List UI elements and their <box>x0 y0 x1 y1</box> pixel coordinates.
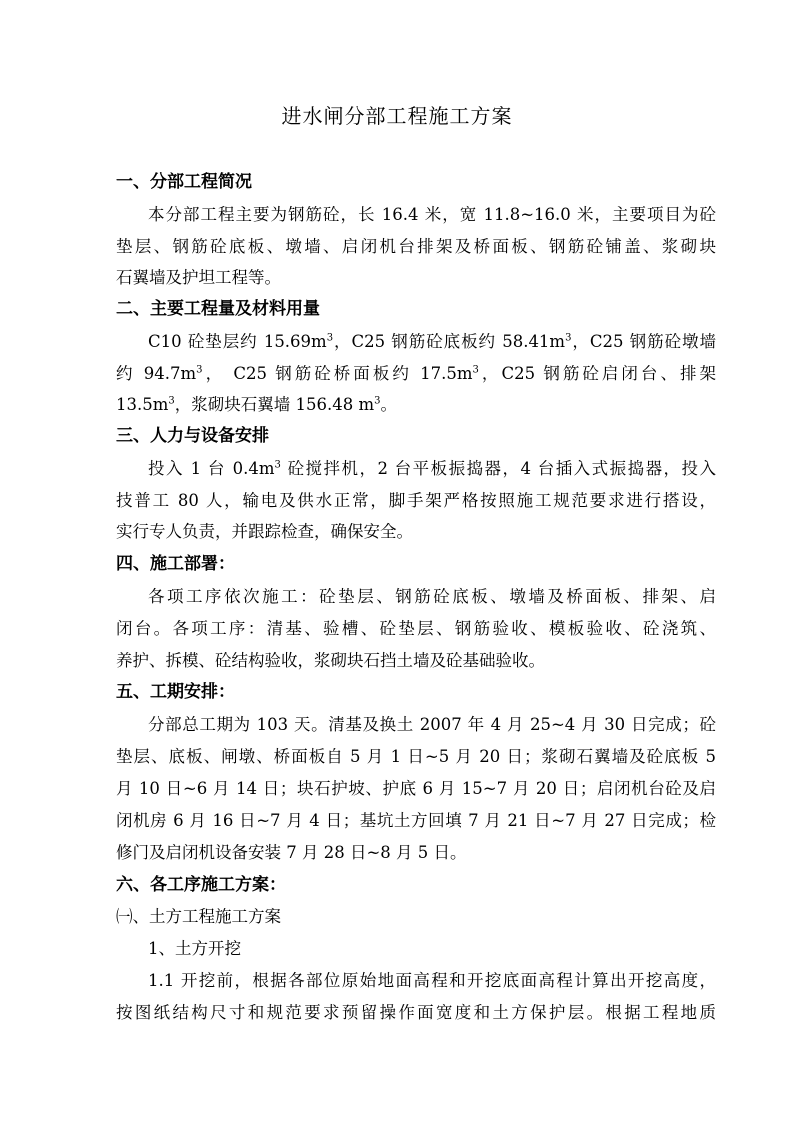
section-heading-schedule: 五、工期安排： <box>116 682 235 702</box>
paragraph-line: 投入 1 台 $0.4m^3$ 砼搅拌机，2 台平板振捣器，4 台插入式振捣器，投入 <box>148 459 717 478</box>
paragraph-line: 养护、拆模、砼结构验收，浆砌块石挡土墙及砼基础验收。 <box>116 651 545 670</box>
section-heading-manpower: 三、人力与设备安排 <box>116 426 269 446</box>
paragraph-line: 闭机房 6 月 16 日~7 月 4 日；基坑土方回填 7 月 21 日~7 月 27 日完成；检 <box>116 811 716 830</box>
paragraph-line: 约 $94.7m^3$， C25 钢筋砼桥面板约 $17.5m^3$，C25 钢筋砼启闭台、排架 <box>116 364 716 383</box>
paragraph-line: 垫层、底板、闸墩、桥面板自 5 月 1 日~5 月 20 日；浆砌石翼墙及砼底板 5 <box>116 747 716 766</box>
paragraph-line: 修门及启闭机设备安装 7 月 28 日~8 月 5 日。 <box>116 843 467 862</box>
section-heading-quantities: 二、主要工程量及材料用量 <box>116 299 320 319</box>
paragraph-line: 垫层、钢筋砼底板、墩墙、启闭机台排架及桥面板、钢筋砼铺盖、浆砌块 <box>116 237 716 256</box>
paragraph-line: C10 砼垫层约 $15.69m^3$，C25 钢筋砼底板约 $58.41m^3$，C25 钢筋砼墩墙 <box>148 332 716 351</box>
section-heading-procedures: 六、各工序施工方案： <box>116 875 286 895</box>
paragraph-line: 按图纸结构尺寸和规范要求预留操作面宽度和土方保护层。根据工程地质 <box>116 1003 716 1022</box>
section-heading-deployment: 四、施工部署： <box>116 554 235 574</box>
paragraph-line: 分部总工期为 103 天。清基及换土 2007 年 4 月 25~4 月 30 日完成；砼 <box>148 715 716 734</box>
subsection-heading-excavation: 1、土方开挖 <box>148 939 241 958</box>
paragraph-line: 实行专人负责，并跟踪检查，确保安全。 <box>116 522 413 541</box>
paragraph-line: 1.1 开挖前，根据各部位原始地面高程和开挖底面高程计算出开挖高度， <box>148 971 716 990</box>
paragraph-line: 月 10 日~6 月 14 日；块石护坡、护底 6 月 15~7 月 20 日；启闭机台砼及启 <box>116 779 716 798</box>
paragraph-line: 技普工 80 人，输电及供水正常，脚手架严格按照施工规范要求进行搭设， <box>116 491 716 510</box>
document-title: 进水闸分部工程施工方案 <box>281 104 513 128</box>
section-heading-overview: 一、分部工程简况 <box>116 172 252 192</box>
paragraph-line: 石翼墙及护坦工程等。 <box>116 268 281 287</box>
subsection-heading-earthwork: ㈠、土方工程施工方案 <box>116 907 281 926</box>
paragraph-line: 闭台。各项工序：清基、验槽、砼垫层、钢筋验收、模板验收、砼浇筑、 <box>116 619 716 638</box>
paragraph-line: 各项工序依次施工：砼垫层、钢筋砼底板、墩墙及桥面板、排架、启 <box>148 587 716 606</box>
paragraph-line: $13.5m^3$，浆砌块石翼墙 156.48 $m^3$。 <box>116 395 398 414</box>
paragraph-line: 本分部工程主要为钢筋砼，长 16.4 米，宽 11.8~16.0 米，主要项目为砼 <box>148 205 716 224</box>
